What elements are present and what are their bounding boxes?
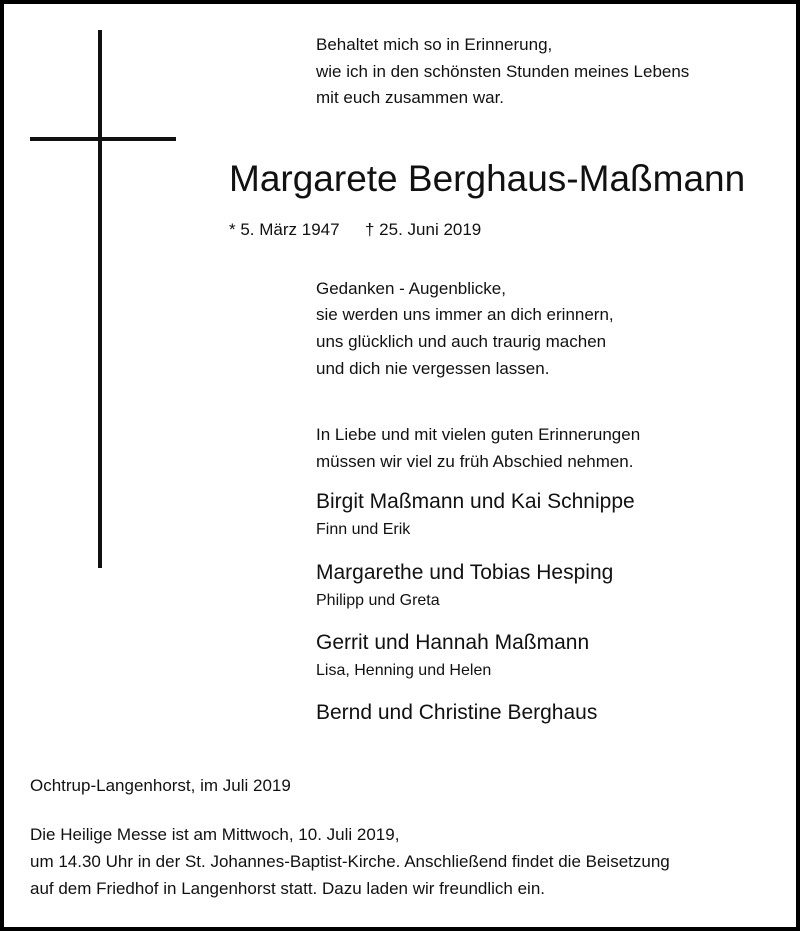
death-date: † 25. Juni 2019 bbox=[365, 220, 482, 239]
farewell-line: In Liebe und mit vielen guten Erinnerungen bbox=[316, 425, 641, 444]
service-line: auf dem Friedhof in Langenhorst statt. Dazu laden wir freundlich ein. bbox=[30, 879, 546, 898]
family-names: Bernd und Christine Berghaus bbox=[316, 701, 598, 724]
family-names: Margarethe und Tobias Hesping bbox=[316, 561, 614, 584]
poem-line: sie werden uns immer an dich erinnern, bbox=[316, 305, 614, 324]
poem-line: uns glücklich und auch traurig machen bbox=[316, 332, 607, 351]
family-children: Philipp und Greta bbox=[316, 592, 440, 609]
place-date: Ochtrup-Langenhorst, im Juli 2019 bbox=[30, 776, 291, 795]
deceased-name: Margarete Berghaus-Maßmann bbox=[229, 158, 746, 199]
quote-line: mit euch zusammen war. bbox=[316, 88, 505, 107]
family-names: Gerrit und Hannah Maßmann bbox=[316, 631, 590, 654]
family-names: Birgit Maßmann und Kai Schnippe bbox=[316, 490, 635, 513]
quote-line: Behaltet mich so in Erinnerung, bbox=[316, 35, 553, 54]
farewell-line: müssen wir viel zu früh Abschied nehmen. bbox=[316, 452, 634, 471]
family-children: Finn und Erik bbox=[316, 521, 411, 538]
cross-icon-vertical bbox=[98, 30, 102, 568]
service-line: Die Heilige Messe ist am Mittwoch, 10. Juli 2019, bbox=[30, 825, 400, 844]
poem-line: und dich nie vergessen lassen. bbox=[316, 359, 550, 378]
family-children: Lisa, Henning und Helen bbox=[316, 662, 492, 679]
service-line: um 14.30 Uhr in der St. Johannes-Baptist-Kirche. Anschließend findet die Beisetzung bbox=[30, 852, 670, 871]
birth-date: * 5. März 1947 bbox=[229, 220, 340, 239]
quote-line: wie ich in den schönsten Stunden meines Lebens bbox=[316, 62, 690, 81]
cross-icon-horizontal bbox=[30, 137, 176, 141]
poem-line: Gedanken - Augenblicke, bbox=[316, 279, 506, 298]
